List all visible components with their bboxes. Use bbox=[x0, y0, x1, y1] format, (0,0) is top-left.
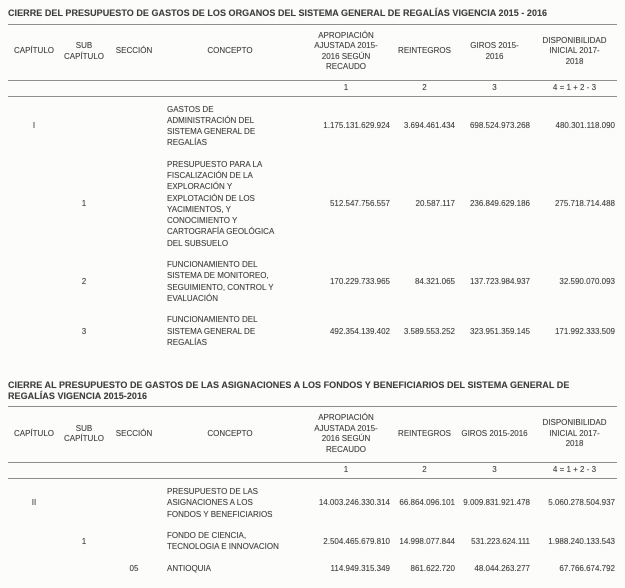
index-spacer bbox=[60, 463, 108, 479]
cell-seccion bbox=[108, 479, 160, 523]
cell-subcapitulo: 2 bbox=[81, 277, 87, 286]
index-spacer bbox=[160, 80, 300, 96]
cell-subcapitulo bbox=[60, 479, 108, 523]
cell-disponibilidad: 5.060.278.504.937 bbox=[548, 498, 615, 508]
index-spacer bbox=[8, 80, 60, 96]
index-spacer bbox=[8, 463, 60, 479]
cell-apropiacion: 2.504.465.679.810 bbox=[323, 536, 390, 546]
col-header-capitulo: CAPÍTULO bbox=[13, 428, 54, 438]
cell-giros: 323.951.359.145 bbox=[469, 326, 530, 336]
column-index-row bbox=[8, 463, 617, 479]
cell-disponibilidad: 67.766.674.792 bbox=[559, 563, 615, 573]
cell-disponibilidad: 275.718.714.488 bbox=[554, 199, 615, 209]
table-row bbox=[8, 556, 617, 577]
index-col-3: 3 bbox=[492, 465, 497, 475]
cell-seccion bbox=[108, 523, 160, 556]
cell-subcapitulo: 3 bbox=[81, 326, 87, 336]
col-header-seccion: SECCIÓN bbox=[115, 428, 153, 438]
cell-apropiacion: 170.229.733.965 bbox=[329, 277, 390, 286]
col-header-giros: GIROS 2015-2016 bbox=[470, 41, 519, 61]
cell-disponibilidad: 1.988.240.133.543 bbox=[548, 536, 615, 546]
cell-capitulo bbox=[8, 307, 60, 351]
index-spacer bbox=[60, 80, 108, 96]
table-body-fondos bbox=[8, 479, 617, 577]
index-spacer bbox=[160, 463, 300, 479]
cell-reintegros: 66.864.096.101 bbox=[399, 498, 455, 508]
cell-reintegros: 3.694.461.434 bbox=[403, 121, 455, 131]
cell-capitulo bbox=[8, 252, 60, 307]
cell-disponibilidad: 32.590.070.093 bbox=[559, 277, 615, 286]
cell-reintegros: 14.998.077.844 bbox=[399, 536, 455, 546]
cell-capitulo: I bbox=[32, 121, 36, 131]
index-col-1: 1 bbox=[343, 465, 349, 475]
cell-subcapitulo bbox=[60, 96, 108, 152]
col-header-subcapitulo: SUB CAPÍTULO bbox=[63, 423, 104, 444]
col-header-concepto: CONCEPTO bbox=[207, 46, 253, 56]
budget-table-fondos bbox=[8, 406, 617, 577]
cell-giros: 698.524.973.268 bbox=[469, 121, 530, 131]
cell-giros: 236.849.629.186 bbox=[469, 199, 530, 209]
cell-giros: 137.723.984.937 bbox=[469, 277, 530, 286]
cell-seccion: 05 bbox=[129, 563, 139, 573]
cell-reintegros: 861.622.720 bbox=[410, 563, 455, 573]
cell-apropiacion: 14.003.246.330.314 bbox=[318, 498, 390, 508]
cell-apropiacion: 114.949.315.349 bbox=[330, 563, 390, 573]
cell-concepto: FUNCIONAMIENTO DEL SISTEMA DE MONITOREO, SEGUIMIENTO, CONTROL Y EVALUACIÓN bbox=[167, 260, 274, 303]
col-header-disponibilidad: DISPONIBILIDAD INICIAL 2017-2018 bbox=[542, 35, 607, 66]
table-title-organos: CIERRE DEL PRESUPUESTO DE GASTOS DE LOS ORGANOS DEL SISTEMA GENERAL DE REGALÍAS VIGENCIA 2015 - 2016 bbox=[8, 8, 548, 18]
col-header-concepto: CONCEPTO bbox=[207, 428, 253, 438]
index-col-formula: 4 = 1 + 2 - 3 bbox=[552, 82, 597, 92]
table-title-fondos: CIERRE AL PRESUPUESTO DE GASTOS DE LAS ASIGNACIONES A LOS FONDOS Y BENEFICIARIOS DEL SISTEMA GENERAL DE REGALÍAS VIGENCIA 2015-2016 bbox=[8, 380, 570, 401]
cell-capitulo bbox=[8, 152, 60, 252]
index-spacer bbox=[108, 463, 160, 479]
cell-giros: 48.044.263.277 bbox=[474, 563, 530, 573]
cell-seccion bbox=[108, 252, 160, 307]
cell-reintegros: 3.589.553.252 bbox=[403, 326, 455, 336]
cell-giros: 9.009.831.921.478 bbox=[463, 498, 530, 508]
index-col-2: 2 bbox=[422, 465, 427, 475]
cell-seccion bbox=[108, 307, 160, 351]
cell-disponibilidad: 480.301.118.090 bbox=[555, 121, 615, 131]
index-col-3: 3 bbox=[492, 82, 497, 92]
cell-concepto: ANTIOQUIA bbox=[167, 563, 212, 573]
cell-concepto: FUNCIONAMIENTO DEL SISTEMA GENERAL DE REGALÍAS bbox=[167, 315, 258, 347]
cell-concepto: PRESUPUESTO DE LAS ASIGNACIONES A LOS FONDOS Y BENEFICIARIOS bbox=[167, 487, 273, 519]
cell-giros: 531.223.624.111 bbox=[471, 536, 530, 546]
cell-reintegros: 20.587.117 bbox=[415, 199, 455, 209]
cell-subcapitulo: 1 bbox=[81, 199, 87, 209]
table-row bbox=[8, 479, 617, 523]
cell-capitulo bbox=[8, 523, 60, 556]
col-header-reintegros: REINTEGROS bbox=[398, 428, 451, 438]
header-row bbox=[8, 24, 617, 80]
table-row bbox=[8, 96, 617, 152]
budget-table-organos bbox=[8, 24, 617, 352]
table-body-organos bbox=[8, 96, 617, 351]
cell-concepto: PRESUPUESTO PARA LA FISCALIZACIÓN DE LA EXPLORACIÓN Y EXPLOTACIÓN DE LOS YACIMIENTOS, Y CONOCIMIENTO Y CARTOGRAFÍA GEOLÓGICA DEL SUBSUELO bbox=[167, 159, 274, 248]
cell-capitulo bbox=[8, 556, 60, 577]
cell-reintegros: 84.321.065 bbox=[414, 277, 455, 286]
col-header-reintegros: REINTEGROS bbox=[398, 46, 451, 56]
cell-subcapitulo bbox=[60, 556, 108, 577]
cell-concepto: FONDO DE CIENCIA, TECNOLOGIA E INNOVACION bbox=[167, 531, 279, 552]
index-spacer bbox=[108, 80, 160, 96]
index-col-1: 1 bbox=[343, 82, 349, 92]
col-header-apropiacion: APROPIACIÓN AJUSTADA 2015-2016 SEGÚN RECAUDO bbox=[314, 30, 378, 71]
cell-seccion bbox=[108, 152, 160, 252]
col-header-disponibilidad: DISPONIBILIDAD INICIAL 2017-2018 bbox=[542, 418, 607, 449]
table-section-fondos bbox=[8, 380, 617, 577]
cell-apropiacion: 1.175.131.629.924 bbox=[323, 121, 390, 131]
col-header-giros: GIROS 2015-2016 bbox=[461, 428, 528, 438]
col-header-capitulo: CAPÍTULO bbox=[13, 46, 54, 56]
header-row bbox=[8, 407, 617, 463]
table-section-organos bbox=[8, 8, 617, 351]
index-col-formula: 4 = 1 + 2 - 3 bbox=[552, 465, 597, 475]
table-row bbox=[8, 307, 617, 351]
col-header-seccion: SECCIÓN bbox=[115, 46, 153, 56]
col-header-apropiacion: APROPIACIÓN AJUSTADA 2015-2016 SEGÚN RECAUDO bbox=[314, 413, 378, 454]
cell-apropiacion: 512.547.756.557 bbox=[329, 199, 390, 209]
table-row bbox=[8, 152, 617, 252]
cell-capitulo: II bbox=[31, 498, 37, 508]
cell-seccion bbox=[108, 96, 160, 152]
cell-disponibilidad: 171.992.333.509 bbox=[554, 326, 615, 336]
index-col-2: 2 bbox=[422, 82, 427, 92]
cell-concepto: GASTOS DE ADMINISTRACIÓN DEL SISTEMA GENERAL DE REGALÍAS bbox=[167, 104, 256, 148]
cell-apropiacion: 492.354.139.402 bbox=[329, 326, 390, 336]
table-row bbox=[8, 252, 617, 307]
cell-subcapitulo: 1 bbox=[81, 536, 87, 546]
col-header-subcapitulo: SUB CAPÍTULO bbox=[63, 41, 104, 61]
table-row bbox=[8, 523, 617, 556]
column-index-row bbox=[8, 80, 617, 96]
